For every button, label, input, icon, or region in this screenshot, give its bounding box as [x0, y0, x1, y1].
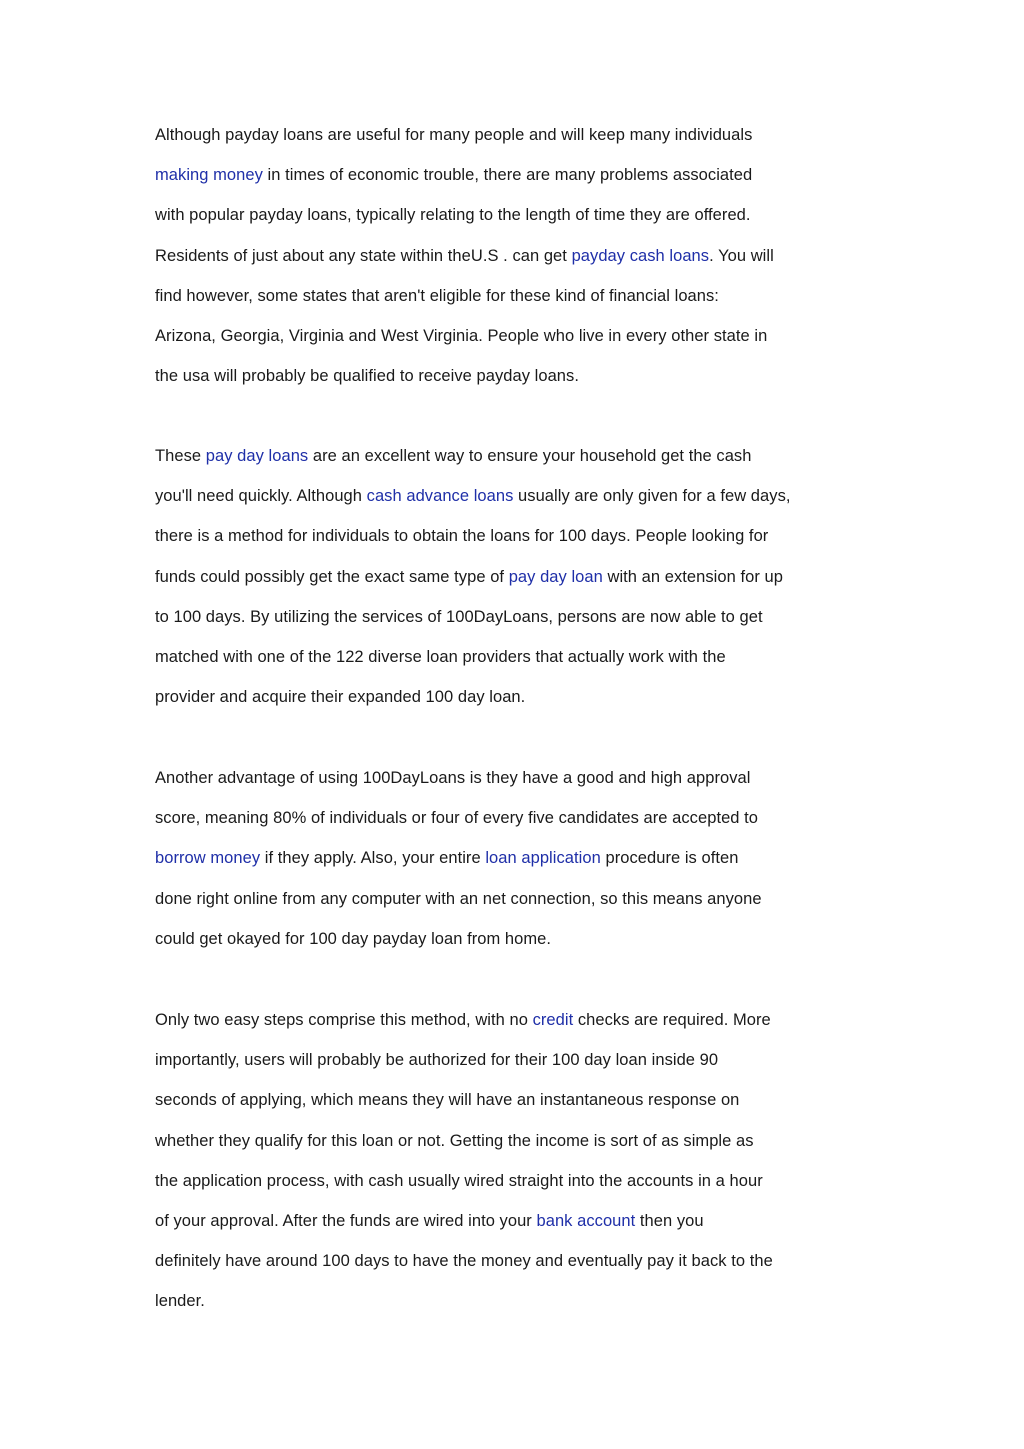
- text-line: [155, 246, 895, 286]
- text-segment: in times of economic trouble, there are many problems associated: [262, 166, 753, 185]
- text-segment: These: [155, 447, 206, 465]
- text-segment: Only two easy steps comprise this method, with no: [155, 1011, 533, 1029]
- paragraph-2: [155, 446, 895, 727]
- link-credit[interactable]: credit: [532, 1011, 574, 1029]
- text-line: [155, 446, 895, 486]
- text-segment: the application process, with cash usually wired straight into the accounts in a hour: [155, 1171, 763, 1190]
- text-segment: if they apply. Also, your entire: [260, 849, 486, 868]
- link-making-money[interactable]: making money: [155, 166, 263, 185]
- text-segment: Although payday loans are useful for many people and will keep many individuals: [155, 126, 753, 144]
- text-segment: you'll need quickly. Although: [155, 487, 367, 506]
- paragraph-3: [155, 768, 895, 969]
- link-pay-day-loan[interactable]: pay day loan: [508, 567, 603, 586]
- text-line: [155, 808, 895, 848]
- text-segment: the usa will probably be qualified to receive payday loans.: [155, 367, 579, 386]
- text-line: [155, 486, 895, 526]
- paragraph-4: [155, 1010, 895, 1332]
- text-segment: whether they qualify for this loan or not. Getting the income is sort of as simple as: [155, 1131, 754, 1150]
- text-segment: then you: [635, 1211, 704, 1230]
- text-segment: lender.: [155, 1292, 205, 1311]
- text-segment: of your approval. After the funds are wired into your: [155, 1211, 537, 1230]
- text-line: [155, 1010, 895, 1050]
- text-line: [155, 929, 895, 969]
- text-line: [155, 768, 895, 808]
- text-line: [155, 687, 895, 727]
- text-segment: Another advantage of using 100DayLoans is they have a good and high approval: [155, 769, 751, 787]
- link-loan-application[interactable]: loan application: [485, 849, 601, 868]
- text-line: [155, 366, 895, 406]
- text-line: [155, 1171, 895, 1211]
- text-line: [155, 1291, 895, 1331]
- text-segment: done right online from any computer with an net connection, so this means anyone: [155, 889, 762, 908]
- text-segment: Arizona, Georgia, Virginia and West Virginia. People who live in every other state in: [155, 326, 768, 345]
- text-line: [155, 526, 895, 566]
- link-payday-cash-loans[interactable]: payday cash loans: [571, 246, 710, 265]
- text-line: [155, 848, 895, 888]
- text-segment: with an extension for up: [602, 567, 783, 586]
- text-segment: find however, some states that aren't eligible for these kind of financial loans:: [155, 286, 719, 305]
- text-segment: seconds of applying, which means they will have an instantaneous response on: [155, 1091, 740, 1110]
- text-line: [155, 567, 895, 607]
- text-segment: matched with one of the 122 diverse loan providers that actually work with the: [155, 647, 726, 666]
- text-segment: could get okayed for 100 day payday loan from home.: [155, 929, 552, 948]
- text-line: [155, 1251, 895, 1291]
- text-line: [155, 607, 895, 647]
- text-line: [155, 889, 895, 929]
- text-line: [155, 647, 895, 687]
- link-cash-advance-loans[interactable]: cash advance loans: [366, 487, 514, 506]
- text-line: [155, 1090, 895, 1130]
- text-segment: checks are required. More: [573, 1011, 771, 1029]
- text-segment: there is a method for individuals to obtain the loans for 100 days. People looking for: [155, 527, 769, 546]
- link-borrow-money[interactable]: borrow money: [155, 849, 261, 868]
- text-line: [155, 1050, 895, 1090]
- text-line: [155, 205, 895, 245]
- text-line: [155, 125, 895, 165]
- text-segment: funds could possibly get the exact same type of: [155, 567, 509, 586]
- text-segment: to 100 days. By utilizing the services of 100DayLoans, persons are now able to get: [155, 607, 763, 626]
- text-segment: are an excellent way to ensure your household get the cash: [308, 447, 752, 465]
- text-segment: provider and acquire their expanded 100 day loan.: [155, 688, 526, 707]
- text-line: [155, 1131, 895, 1171]
- text-line: [155, 1211, 895, 1251]
- text-line: [155, 165, 895, 205]
- text-segment: importantly, users will probably be authorized for their 100 day loan inside 90: [155, 1051, 719, 1070]
- text-line: [155, 286, 895, 326]
- text-segment: Residents of just about any state within theU.S . can get: [155, 246, 572, 265]
- text-segment: procedure is often: [600, 849, 739, 868]
- text-segment: usually are only given for a few days,: [513, 487, 791, 506]
- text-segment: score, meaning 80% of individuals or four of every five candidates are accepted to: [155, 809, 759, 828]
- text-segment: with popular payday loans, typically relating to the length of time they are offered.: [155, 206, 751, 225]
- link-pay-day-loans[interactable]: pay day loans: [205, 447, 309, 465]
- text-segment: . You will: [709, 246, 774, 265]
- link-bank-account[interactable]: bank account: [536, 1211, 636, 1230]
- paragraph-1: [155, 125, 895, 406]
- text-segment: definitely have around 100 days to have the money and eventually pay it back to the: [155, 1252, 773, 1271]
- text-line: [155, 326, 895, 366]
